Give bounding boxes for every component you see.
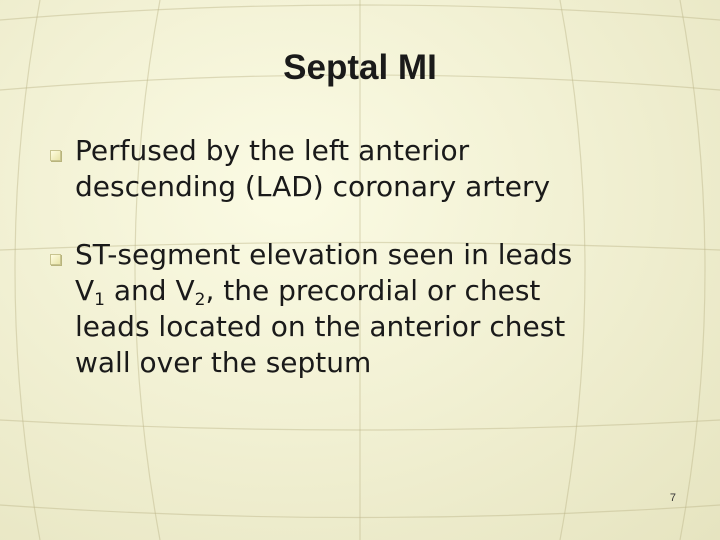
page-number: 7 [669, 492, 676, 504]
bullet-1-line-2: descending (LAD) coronary artery [75, 170, 551, 203]
bullet-item-1 [50, 133, 670, 205]
lead-v2-subscript: 2 [194, 290, 206, 310]
bullet-2-line-3: leads located on the anterior chest [75, 310, 566, 343]
slide-title: Septal MI [283, 48, 437, 87]
square-bullet-icon [50, 150, 61, 161]
bullet-1-line-1: Perfused by the left anterior [75, 134, 470, 167]
lead-v2-letter: V [175, 274, 195, 307]
bullet-2-line-2-rest: , the precordial or chest [205, 274, 541, 307]
square-bullet-icon [50, 254, 61, 265]
bullet-text-2 [75, 237, 572, 381]
bullet-2-line-1: ST-segment elevation seen in leads [75, 238, 573, 271]
bullet-list [50, 133, 670, 413]
lead-v1-subscript: 1 [94, 290, 105, 310]
bullet-2-line-4: wall over the septum [75, 346, 372, 379]
bullet-2-line-2 [75, 273, 572, 309]
lead-v1-letter: V [75, 274, 95, 307]
bullet-item-2 [50, 237, 670, 381]
bullet-text-1 [75, 133, 550, 205]
and-text: and [104, 274, 176, 307]
